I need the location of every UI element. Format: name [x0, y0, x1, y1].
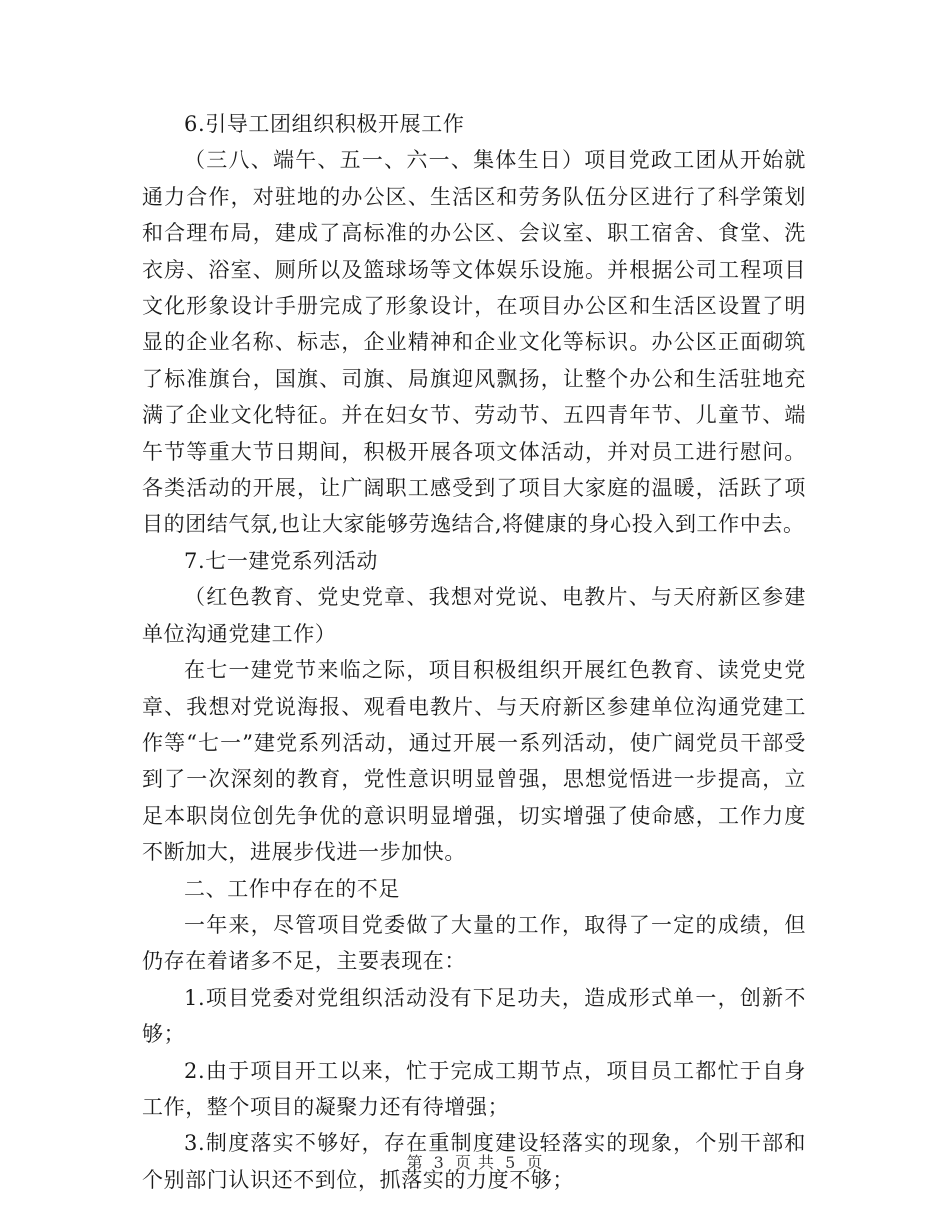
footer-suffix: 页	[526, 1153, 544, 1172]
footer-current-page: 3	[433, 1153, 445, 1172]
section-heading-6: 6.引导工团组织积极开展工作	[184, 112, 465, 136]
document-body	[142, 106, 806, 1198]
list-item-1: 1.项目党委对党组织活动没有下足功夫，造成形式单一，创新不够；	[142, 985, 806, 1047]
paragraph-party-anniversary: 在七一建党节来临之际，项目积极组织开展红色教育、读党史党章、我想对党说海报、观看电教片、与天府新区参建单位沟通党建工作等“七一”建党系列活动，通过开展一系列活动，使广阔党员干部受到了一次深刻的教育，党性意识明显曾强，思想觉悟进一步提高，立足本职岗位创先争优的意识明显增强，切实增强了使命感，工作力度不断加大，进展步伐进一步加快。	[142, 658, 806, 865]
footer-prefix: 第	[406, 1153, 424, 1172]
paragraph-activity-list: （红色教育、党史党章、我想对党说、电教片、与天府新区参建单位沟通党建工作）	[142, 585, 806, 646]
footer-middle: 页 共	[454, 1153, 496, 1172]
section-heading-shortcomings: 二、工作中存在的不足	[184, 876, 400, 901]
footer-total-pages: 5	[505, 1153, 517, 1172]
section-heading-7: 7.七一建党系列活动	[184, 548, 379, 573]
paragraph-shortcomings-intro: 一年来，尽管项目党委做了大量的工作，取得了一定的成绩，但仍存在着诸多不足，主要表现在：	[142, 912, 806, 974]
list-item-3: 3.制度落实不够好，存在重制度建设轻落实的现象，个别干部和个别部门认识还不到位，抓落实的力度不够；	[142, 1131, 806, 1192]
page-footer	[0, 1150, 950, 1173]
paragraph-union-activities: （三八、端午、五一、六一、集体生日）项目党政工团从开始就通力合作，对驻地的办公区、生活区和劳务队伍分区进行了科学策划和合理布局，建成了高标准的办公区、会议室、职工宿舍、食堂、洗衣房、浴室、厕所以及篮球场等文体娱乐设施。并根据公司工程项目文化形象设计手册完成了形象设计，在项目办公区和生活区设置了明显的企业名称、标志，企业精神和企业文化等标识。办公区正面砌筑了标准旗台，国旗、司旗、局旗迎风飘扬，让整个办公和生活驻地充满了企业文化特征。并在妇女节、劳动节、五四青年节、儿童节、端午节等重大节日期间，积极开展各项文体活动，并对员工进行慰问。各类活动的开展，让广阔职工感受到了项目大家庭的温暖，活跃了项目的团结气氛,也让大家能够劳逸结合,将健康的身心投入到工作中去。	[142, 148, 806, 537]
list-item-2: 2.由于项目开工以来，忙于完成工期节点，项目员工都忙于自身工作，整个项目的凝聚力还有待增强；	[142, 1058, 806, 1119]
